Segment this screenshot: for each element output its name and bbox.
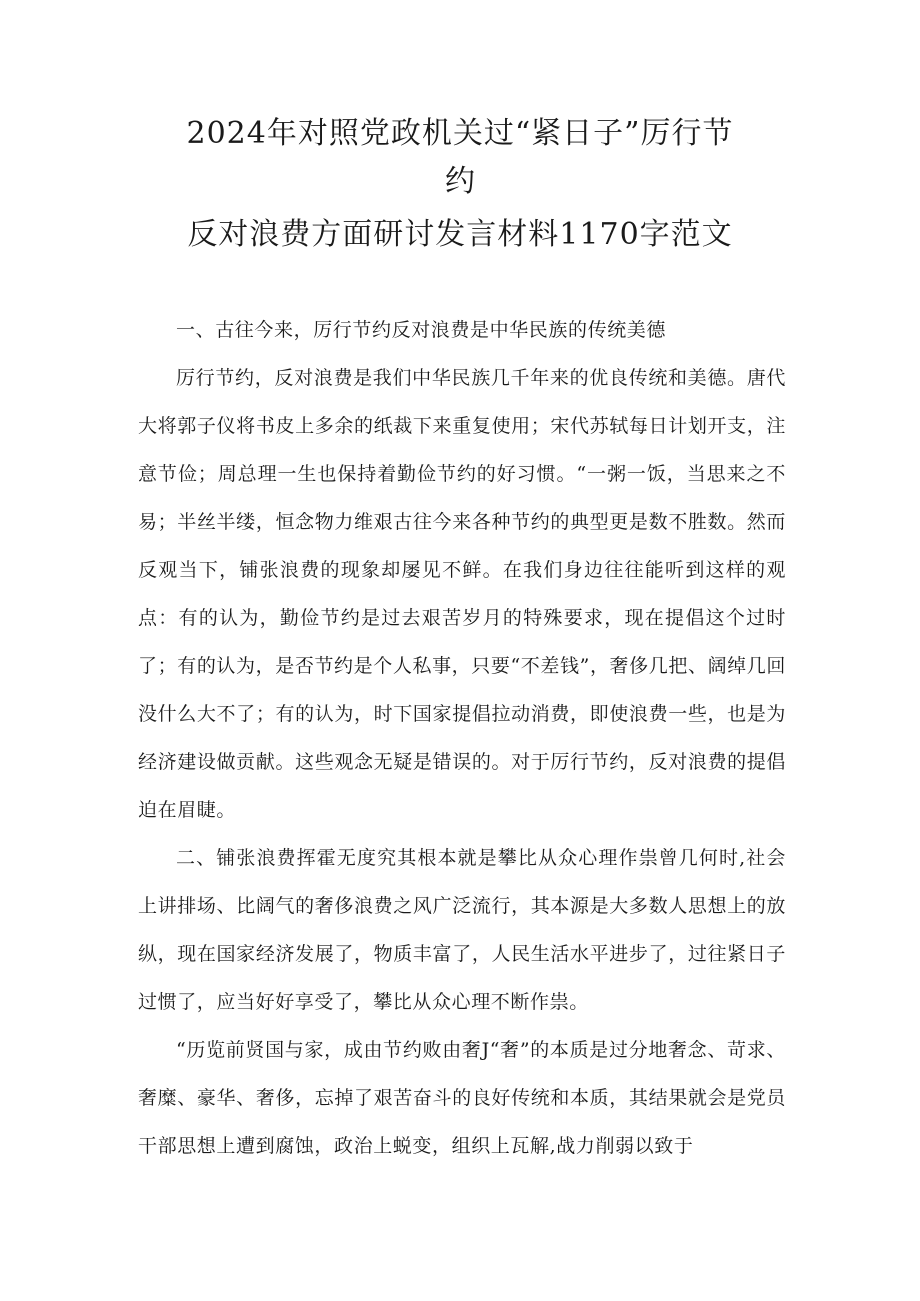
document-title-line-3: 反对浪费方面研讨发言材料1170字范文 bbox=[187, 217, 733, 252]
document-body bbox=[138, 306, 786, 1170]
section-heading-1: 一、古往今来，厉行节约反对浪费是中华民族的传统美德 bbox=[176, 319, 667, 341]
document-title-line-1: 2024年对照党政机关过“紧日子”厉行节 bbox=[186, 116, 734, 151]
document-title-line-2: 约 bbox=[445, 164, 475, 199]
paragraph: 二、铺张浪费挥霍无度究其根本就是攀比从众心理作祟曾几何时,社会上讲排场、比阔气的奢侈浪费之风广泛流行，其本源是大多数人思想上的放纵，现在国家经济发展了，物质丰富了，人民生活水平进步了，过往紧日子过惯了，应当好好享受了，攀比从众心理不断作祟。 bbox=[138, 847, 786, 1013]
paragraph: 厉行节约，反对浪费是我们中华民族几千年来的优良传统和美德。唐代大将郭子仪将书皮上多余的纸裁下来重复使用；宋代苏轼每日计划开支，注意节俭；周总理一生也保持着勤俭节约的好习惯。“一粥一饭，当思来之不易；半丝半缕，恒念物力维艰古往今来各种节约的典型更是数不胜数。然而反观当下，铺张浪费的现象却屡见不鲜。在我们身边往往能听到这样的观点：有的认为，勤俭节约是过去艰苦岁月的特殊要求，现在提倡这个过时了；有的认为，是否节约是个人私事，只要“不差钱”，奢侈几把、阔绰几回没什么大不了；有的认为，时下国家提倡拉动消费，即使浪费一些，也是为经济建设做贡献。这些观念无疑是错误的。对于厉行节约，反对浪费的提倡迫在眉睫。 bbox=[138, 367, 786, 821]
paragraph: “历览前贤国与家，成由节约败由奢J“奢”的本质是过分地奢念、苛求、奢糜、豪华、奢侈，忘掉了艰苦奋斗的良好传统和本质，其结果就会是党员干部思想上遭到腐蚀，政治上蜕变，组织上瓦解,战力削弱以致于 bbox=[138, 1039, 786, 1157]
